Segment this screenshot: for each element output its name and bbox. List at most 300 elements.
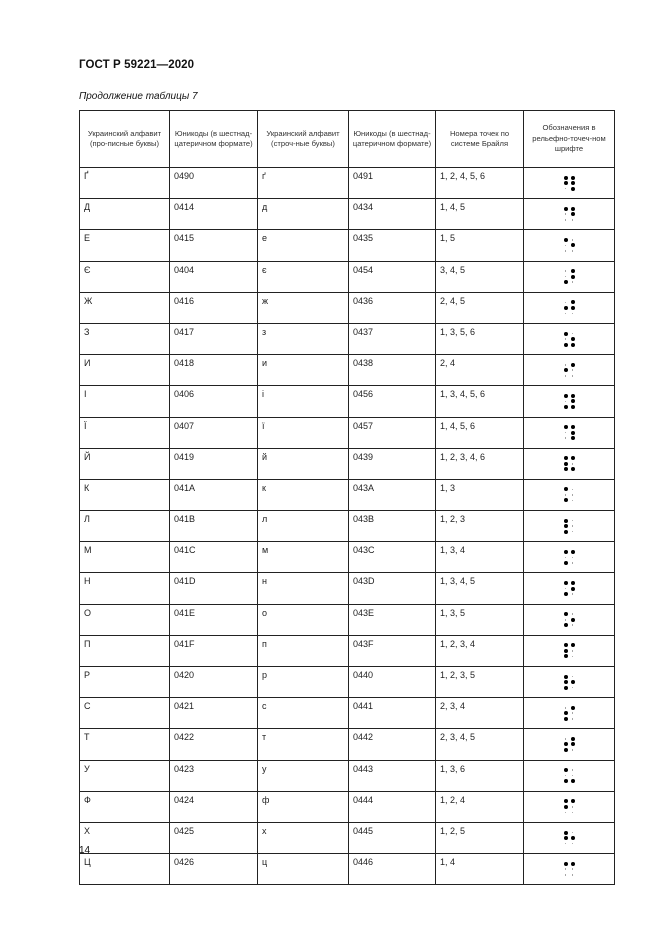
braille-dot-raised (571, 706, 575, 710)
table-row (80, 448, 615, 479)
lower-letter-cell: м (258, 542, 349, 573)
braille-dot-raised (564, 425, 568, 429)
upper-unicode-cell: 0423 (170, 760, 258, 791)
table-row (80, 635, 615, 666)
dot-numbers-cell: 3, 4, 5 (436, 261, 524, 292)
upper-letter-cell: З (80, 323, 170, 354)
table-row (80, 417, 615, 448)
braille-dot-raised (564, 343, 568, 347)
upper-letter-cell: Ц (80, 854, 170, 885)
lower-unicode-cell: 0445 (349, 822, 436, 853)
braille-dot-empty (572, 333, 574, 335)
upper-letter-cell: К (80, 479, 170, 510)
braille-dot-empty (572, 712, 574, 714)
upper-letter-cell: Є (80, 261, 170, 292)
braille-symbol-cell (524, 511, 615, 542)
lower-unicode-cell: 043D (349, 573, 436, 604)
braille-cell-icon (564, 737, 575, 752)
braille-cell-icon (564, 675, 575, 690)
upper-unicode-cell: 041A (170, 479, 258, 510)
braille-dot-empty (565, 707, 567, 709)
upper-letter-cell: Ф (80, 791, 170, 822)
lower-unicode-cell: 0457 (349, 417, 436, 448)
braille-dot-raised (564, 487, 568, 491)
braille-dot-raised (564, 831, 568, 835)
braille-dot-empty (565, 868, 567, 870)
lower-letter-cell: с (258, 698, 349, 729)
braille-dot-raised (564, 592, 568, 596)
braille-dot-raised (564, 181, 568, 185)
braille-dot-empty (565, 375, 567, 377)
table-header-row (80, 111, 615, 168)
upper-unicode-cell: 0490 (170, 168, 258, 199)
dot-numbers-cell: 1, 2, 4 (436, 791, 524, 822)
braille-symbol-cell (524, 168, 615, 199)
braille-cell-icon (564, 425, 575, 440)
table-row (80, 698, 615, 729)
braille-dot-raised (571, 269, 575, 273)
lower-unicode-cell: 0446 (349, 854, 436, 885)
braille-symbol-cell (524, 604, 615, 635)
braille-dot-empty (572, 769, 574, 771)
braille-symbol-cell (524, 261, 615, 292)
table-row (80, 667, 615, 698)
braille-dot-raised (564, 717, 568, 721)
braille-dot-raised (571, 643, 575, 647)
upper-unicode-cell: 0421 (170, 698, 258, 729)
upper-unicode-cell: 041E (170, 604, 258, 635)
braille-dot-empty (572, 676, 574, 678)
lower-unicode-cell: 0443 (349, 760, 436, 791)
braille-dot-empty (572, 624, 574, 626)
lower-letter-cell: з (258, 323, 349, 354)
table-row (80, 511, 615, 542)
upper-unicode-cell: 041B (170, 511, 258, 542)
braille-dot-raised (564, 306, 568, 310)
lower-unicode-cell: 0434 (349, 199, 436, 230)
table-caption: Продолжение таблицы 7 (79, 91, 198, 102)
table-row (80, 168, 615, 199)
braille-dot-raised (564, 405, 568, 409)
braille-cell-icon (564, 550, 575, 565)
braille-dot-raised (564, 799, 568, 803)
braille-dot-empty (565, 270, 567, 272)
braille-dot-empty (572, 557, 574, 559)
braille-dot-empty (572, 281, 574, 283)
braille-dot-raised (564, 686, 568, 690)
lower-unicode-cell: 0438 (349, 355, 436, 386)
braille-dot-empty (565, 775, 567, 777)
braille-dot-raised (564, 368, 568, 372)
braille-symbol-cell (524, 479, 615, 510)
braille-symbol-cell (524, 573, 615, 604)
dot-numbers-cell: 1, 2, 3 (436, 511, 524, 542)
table-row (80, 542, 615, 573)
braille-dot-raised (571, 467, 575, 471)
lower-letter-cell: п (258, 635, 349, 666)
upper-unicode-cell: 0406 (170, 386, 258, 417)
upper-letter-cell: Т (80, 729, 170, 760)
header-upper-unicode: Юникоды (в шестнад-цатеричном формате) (170, 111, 258, 168)
braille-dot-raised (564, 768, 568, 772)
braille-dot-empty (565, 619, 567, 621)
braille-symbol-cell (524, 791, 615, 822)
lower-unicode-cell: 0491 (349, 168, 436, 199)
table-row (80, 573, 615, 604)
braille-dot-raised (564, 524, 568, 528)
braille-dot-empty (565, 245, 567, 247)
table-row (80, 729, 615, 760)
braille-cell-icon (564, 768, 575, 783)
table-row (80, 791, 615, 822)
lower-letter-cell: і (258, 386, 349, 417)
lower-unicode-cell: 043C (349, 542, 436, 573)
lower-letter-cell: л (258, 511, 349, 542)
upper-letter-cell: И (80, 355, 170, 386)
upper-unicode-cell: 041C (170, 542, 258, 573)
braille-dot-raised (571, 742, 575, 746)
braille-dot-raised (564, 280, 568, 284)
lower-letter-cell: х (258, 822, 349, 853)
braille-symbol-cell (524, 323, 615, 354)
table-row (80, 760, 615, 791)
braille-dot-empty (572, 494, 574, 496)
braille-dot-empty (565, 874, 567, 876)
braille-cell-icon (564, 176, 575, 191)
braille-dot-raised (571, 405, 575, 409)
braille-dot-raised (571, 550, 575, 554)
lower-unicode-cell: 043F (349, 635, 436, 666)
braille-cell-icon (564, 487, 575, 502)
upper-unicode-cell: 0425 (170, 822, 258, 853)
table-row (80, 604, 615, 635)
dot-numbers-cell: 2, 3, 4 (436, 698, 524, 729)
braille-dot-empty (572, 520, 574, 522)
dot-numbers-cell: 1, 3, 4, 5 (436, 573, 524, 604)
lower-unicode-cell: 0439 (349, 448, 436, 479)
braille-dot-raised (564, 643, 568, 647)
braille-dot-raised (564, 836, 568, 840)
lower-letter-cell: ф (258, 791, 349, 822)
braille-dot-raised (571, 779, 575, 783)
upper-letter-cell: П (80, 635, 170, 666)
upper-unicode-cell: 0424 (170, 791, 258, 822)
upper-unicode-cell: 0422 (170, 729, 258, 760)
braille-dot-empty (565, 812, 567, 814)
braille-dot-raised (571, 399, 575, 403)
lower-letter-cell: ґ (258, 168, 349, 199)
braille-dot-empty (565, 219, 567, 221)
lower-letter-cell: ї (258, 417, 349, 448)
braille-dot-raised (564, 519, 568, 523)
upper-unicode-cell: 0426 (170, 854, 258, 885)
braille-symbol-cell (524, 417, 615, 448)
upper-letter-cell: Р (80, 667, 170, 698)
braille-dot-empty (572, 650, 574, 652)
document-standard-title: ГОСТ Р 59221—2020 (79, 59, 195, 71)
braille-dot-empty (565, 557, 567, 559)
braille-dot-empty (572, 562, 574, 564)
lower-unicode-cell: 043A (349, 479, 436, 510)
braille-dot-empty (572, 868, 574, 870)
table-body (80, 168, 615, 885)
dot-numbers-cell: 1, 2, 4, 5, 6 (436, 168, 524, 199)
braille-dot-empty (572, 656, 574, 658)
dot-numbers-cell: 1, 4 (436, 854, 524, 885)
lower-letter-cell: й (258, 448, 349, 479)
braille-dot-raised (564, 623, 568, 627)
braille-dot-empty (572, 500, 574, 502)
braille-dot-empty (565, 302, 567, 304)
braille-dot-empty (572, 463, 574, 465)
dot-numbers-cell: 2, 4 (436, 355, 524, 386)
upper-unicode-cell: 0404 (170, 261, 258, 292)
braille-dot-raised (571, 425, 575, 429)
braille-symbol-cell (524, 199, 615, 230)
upper-unicode-cell: 0417 (170, 323, 258, 354)
braille-dot-empty (565, 364, 567, 366)
upper-unicode-cell: 0420 (170, 667, 258, 698)
braille-dot-raised (564, 805, 568, 809)
braille-dot-raised (564, 498, 568, 502)
dot-numbers-cell: 2, 3, 4, 5 (436, 729, 524, 760)
braille-dot-empty (572, 687, 574, 689)
braille-dot-raised (564, 748, 568, 752)
braille-cell-icon (564, 612, 575, 627)
table-row (80, 230, 615, 261)
braille-symbol-cell (524, 667, 615, 698)
lower-letter-cell: н (258, 573, 349, 604)
braille-dot-empty (572, 593, 574, 595)
braille-dot-raised (564, 742, 568, 746)
dot-numbers-cell: 1, 3, 4 (436, 542, 524, 573)
upper-unicode-cell: 0416 (170, 292, 258, 323)
braille-dot-raised (564, 530, 568, 534)
braille-cell-icon (564, 643, 575, 658)
lower-unicode-cell: 0441 (349, 698, 436, 729)
upper-letter-cell: О (80, 604, 170, 635)
braille-dot-raised (564, 176, 568, 180)
lower-unicode-cell: 0436 (349, 292, 436, 323)
table-row (80, 199, 615, 230)
braille-dot-raised (564, 462, 568, 466)
braille-dot-raised (571, 799, 575, 803)
lower-letter-cell: д (258, 199, 349, 230)
lower-unicode-cell: 0444 (349, 791, 436, 822)
braille-dot-empty (572, 613, 574, 615)
dot-numbers-cell: 1, 3 (436, 479, 524, 510)
braille-cell-icon (564, 581, 575, 596)
braille-dot-raised (571, 212, 575, 216)
dot-numbers-cell: 1, 3, 5, 6 (436, 323, 524, 354)
braille-dot-empty (572, 375, 574, 377)
braille-dot-empty (565, 250, 567, 252)
table-row (80, 822, 615, 853)
braille-symbol-cell (524, 355, 615, 386)
braille-symbol-cell (524, 822, 615, 853)
upper-unicode-cell: 0407 (170, 417, 258, 448)
braille-dot-raised (571, 337, 575, 341)
braille-cell-icon (564, 519, 575, 534)
lower-letter-cell: т (258, 729, 349, 760)
braille-cell-icon (564, 207, 575, 222)
upper-letter-cell: Й (80, 448, 170, 479)
braille-dot-empty (565, 494, 567, 496)
braille-dot-raised (571, 581, 575, 585)
upper-letter-cell: С (80, 698, 170, 729)
braille-symbol-cell (524, 635, 615, 666)
upper-unicode-cell: 0414 (170, 199, 258, 230)
braille-symbol-cell (524, 729, 615, 760)
header-dot-numbers: Номера точек по системе Брайля (436, 111, 524, 168)
braille-cell-icon (564, 269, 575, 284)
header-upper-letter: Украинский алфавит (про-писные буквы) (80, 111, 170, 168)
braille-dot-raised (571, 187, 575, 191)
braille-dot-raised (564, 332, 568, 336)
braille-dot-raised (571, 363, 575, 367)
table-row (80, 854, 615, 885)
braille-dot-empty (565, 401, 567, 403)
braille-dot-empty (565, 843, 567, 845)
braille-dot-empty (572, 832, 574, 834)
upper-unicode-cell: 041F (170, 635, 258, 666)
braille-dot-raised (571, 618, 575, 622)
braille-dot-raised (571, 587, 575, 591)
lower-letter-cell: о (258, 604, 349, 635)
upper-letter-cell: Н (80, 573, 170, 604)
lower-letter-cell: и (258, 355, 349, 386)
braille-dot-empty (572, 239, 574, 241)
upper-letter-cell: Х (80, 822, 170, 853)
braille-symbol-cell (524, 230, 615, 261)
braille-dot-raised (564, 654, 568, 658)
braille-dot-empty (572, 718, 574, 720)
dot-numbers-cell: 1, 4, 5 (436, 199, 524, 230)
upper-letter-cell: І (80, 386, 170, 417)
braille-dot-empty (572, 749, 574, 751)
braille-dot-empty (572, 313, 574, 315)
braille-dot-raised (564, 675, 568, 679)
page-number: 14 (79, 845, 91, 856)
braille-dot-empty (565, 437, 567, 439)
upper-letter-cell: Ґ (80, 168, 170, 199)
header-lower-unicode: Юникоды (в шестнад-цатеричном формате) (349, 111, 436, 168)
lower-unicode-cell: 0456 (349, 386, 436, 417)
braille-dot-empty (572, 843, 574, 845)
braille-dot-raised (571, 680, 575, 684)
braille-dot-raised (571, 431, 575, 435)
lower-unicode-cell: 0435 (349, 230, 436, 261)
braille-symbol-cell (524, 292, 615, 323)
braille-dot-raised (564, 467, 568, 471)
lower-unicode-cell: 043E (349, 604, 436, 635)
braille-cell-icon (564, 706, 575, 721)
braille-cell-icon (564, 332, 575, 347)
braille-dot-raised (564, 711, 568, 715)
braille-dot-empty (565, 588, 567, 590)
table-row (80, 292, 615, 323)
braille-dot-raised (571, 456, 575, 460)
braille-dot-empty (565, 738, 567, 740)
upper-unicode-cell: 0418 (170, 355, 258, 386)
lower-letter-cell: к (258, 479, 349, 510)
braille-cell-icon (564, 363, 575, 378)
braille-cell-icon (564, 394, 575, 409)
braille-dot-raised (564, 680, 568, 684)
braille-symbol-cell (524, 542, 615, 573)
lower-letter-cell: е (258, 230, 349, 261)
braille-dot-empty (572, 525, 574, 527)
braille-dot-empty (572, 812, 574, 814)
braille-dot-raised (564, 862, 568, 866)
upper-letter-cell: М (80, 542, 170, 573)
braille-dot-raised (571, 207, 575, 211)
braille-dot-raised (564, 550, 568, 554)
braille-dot-raised (564, 394, 568, 398)
table-row (80, 261, 615, 292)
dot-numbers-cell: 1, 3, 6 (436, 760, 524, 791)
upper-letter-cell: Д (80, 199, 170, 230)
braille-dot-empty (572, 874, 574, 876)
dot-numbers-cell: 1, 2, 3, 4 (436, 635, 524, 666)
upper-letter-cell: Ж (80, 292, 170, 323)
braille-dot-empty (572, 250, 574, 252)
braille-cell-icon (564, 862, 575, 877)
upper-letter-cell: Л (80, 511, 170, 542)
braille-dot-empty (572, 531, 574, 533)
braille-dot-raised (571, 436, 575, 440)
braille-cell-icon (564, 799, 575, 814)
lower-letter-cell: р (258, 667, 349, 698)
table-row (80, 479, 615, 510)
table-row (80, 386, 615, 417)
braille-dot-raised (571, 394, 575, 398)
braille-dot-raised (564, 456, 568, 460)
braille-dot-empty (565, 432, 567, 434)
braille-dot-empty (572, 806, 574, 808)
dot-numbers-cell: 1, 3, 5 (436, 604, 524, 635)
dot-numbers-cell: 1, 5 (436, 230, 524, 261)
braille-dot-empty (565, 338, 567, 340)
braille-dot-raised (564, 581, 568, 585)
braille-dot-raised (564, 207, 568, 211)
lower-unicode-cell: 0437 (349, 323, 436, 354)
braille-dot-raised (564, 612, 568, 616)
braille-dot-raised (571, 343, 575, 347)
lower-letter-cell: є (258, 261, 349, 292)
lower-letter-cell: ц (258, 854, 349, 885)
upper-letter-cell: Ї (80, 417, 170, 448)
lower-unicode-cell: 0454 (349, 261, 436, 292)
braille-dot-empty (572, 489, 574, 491)
braille-dot-raised (571, 836, 575, 840)
braille-dot-raised (571, 862, 575, 866)
braille-dot-empty (572, 775, 574, 777)
upper-unicode-cell: 0419 (170, 448, 258, 479)
braille-dot-raised (571, 737, 575, 741)
upper-letter-cell: У (80, 760, 170, 791)
braille-cell-icon (564, 831, 575, 846)
braille-dot-raised (571, 176, 575, 180)
dot-numbers-cell: 1, 4, 5, 6 (436, 417, 524, 448)
lower-letter-cell: у (258, 760, 349, 791)
braille-symbol-cell (524, 760, 615, 791)
table-row (80, 355, 615, 386)
braille-cell-icon (564, 238, 575, 253)
braille-dot-empty (565, 213, 567, 215)
braille-dot-raised (571, 300, 575, 304)
braille-dot-empty (572, 369, 574, 371)
